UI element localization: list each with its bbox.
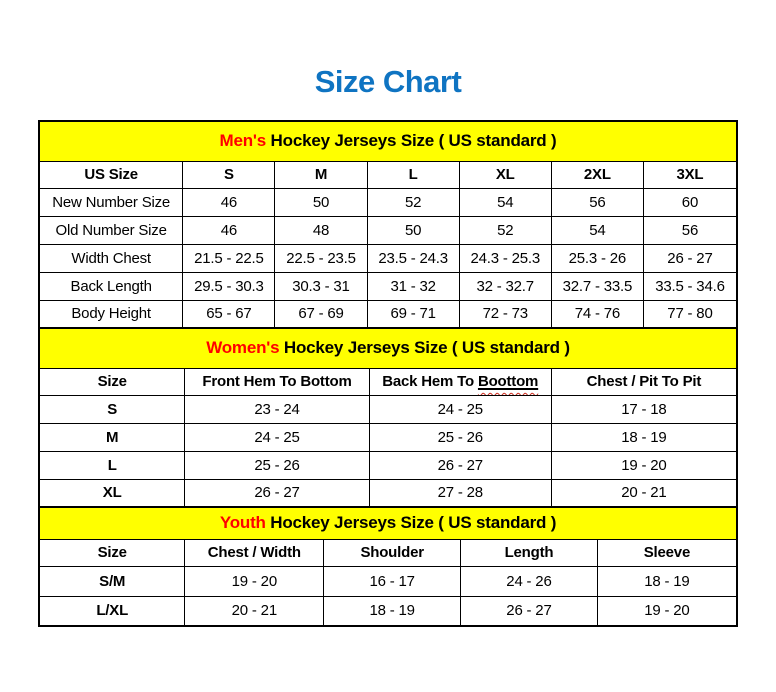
value-cell: 24 - 26 xyxy=(461,566,598,596)
size-label: L/XL xyxy=(39,596,185,626)
value-cell: 26 - 27 xyxy=(185,479,369,507)
mens-section-header-row xyxy=(39,121,737,161)
value-cell: 19 - 20 xyxy=(551,451,737,479)
womens-section-header-row xyxy=(39,328,737,368)
value-cell: 56 xyxy=(551,188,643,216)
page-title: Size Chart xyxy=(314,64,462,99)
value-cell: 69 - 71 xyxy=(367,300,459,328)
value-cell: 52 xyxy=(459,216,551,244)
table-row xyxy=(39,566,737,596)
value-cell: 33.5 - 34.6 xyxy=(643,272,737,300)
value-cell: 20 - 21 xyxy=(551,479,737,507)
value-cell: 25.3 - 26 xyxy=(551,244,643,272)
mens-size-table xyxy=(38,120,738,329)
column-header: Size xyxy=(39,539,185,566)
row-label: Back Length xyxy=(39,272,183,300)
mens-title-accent: Men's xyxy=(219,131,267,151)
size-label: L xyxy=(39,451,185,479)
value-cell: 54 xyxy=(459,188,551,216)
value-cell: 74 - 76 xyxy=(551,300,643,328)
value-cell: 20 - 21 xyxy=(185,596,324,626)
table-row xyxy=(39,300,737,328)
mens-column-header-row xyxy=(39,161,737,188)
womens-title-rest: Hockey Jerseys Size ( US standard ) xyxy=(279,338,570,358)
value-cell: 56 xyxy=(643,216,737,244)
table-row xyxy=(39,423,737,451)
column-header: S xyxy=(183,161,275,188)
value-cell: 32 - 32.7 xyxy=(459,272,551,300)
value-cell: 24.3 - 25.3 xyxy=(459,244,551,272)
value-cell: 18 - 19 xyxy=(597,566,737,596)
mens-title-rest: Hockey Jerseys Size ( US standard ) xyxy=(266,131,557,151)
column-header: Chest / Width xyxy=(185,539,324,566)
value-cell: 25 - 26 xyxy=(369,423,551,451)
value-cell: 18 - 19 xyxy=(324,596,461,626)
value-cell: 25 - 26 xyxy=(185,451,369,479)
value-cell: 21.5 - 22.5 xyxy=(183,244,275,272)
column-header: L xyxy=(367,161,459,188)
value-cell: 24 - 25 xyxy=(185,423,369,451)
value-cell: 22.5 - 23.5 xyxy=(275,244,367,272)
value-cell: 26 - 27 xyxy=(369,451,551,479)
value-cell: 16 - 17 xyxy=(324,566,461,596)
column-header: Length xyxy=(461,539,598,566)
size-tables-container xyxy=(38,120,738,627)
size-label: S xyxy=(39,395,185,423)
womens-column-header-row xyxy=(39,368,737,395)
table-row xyxy=(39,395,737,423)
youth-section-header-row xyxy=(39,507,737,539)
value-cell: 17 - 18 xyxy=(551,395,737,423)
value-cell: 60 xyxy=(643,188,737,216)
column-header: US Size xyxy=(39,161,183,188)
row-label: New Number Size xyxy=(39,188,183,216)
value-cell: 19 - 20 xyxy=(185,566,324,596)
table-row xyxy=(39,244,737,272)
value-cell: 19 - 20 xyxy=(597,596,737,626)
value-cell: 65 - 67 xyxy=(183,300,275,328)
column-header: 2XL xyxy=(551,161,643,188)
value-cell: 77 - 80 xyxy=(643,300,737,328)
column-header: XL xyxy=(459,161,551,188)
value-cell: 72 - 73 xyxy=(459,300,551,328)
youth-title-rest: Hockey Jerseys Size ( US standard ) xyxy=(265,513,557,533)
womens-section-title xyxy=(39,328,737,368)
value-cell: 26 - 27 xyxy=(643,244,737,272)
value-cell: 18 - 19 xyxy=(551,423,737,451)
value-cell: 30.3 - 31 xyxy=(275,272,367,300)
youth-title-accent: Youth xyxy=(219,513,266,533)
column-header: Size xyxy=(39,368,185,395)
value-cell: 29.5 - 30.3 xyxy=(183,272,275,300)
table-row xyxy=(39,272,737,300)
column-header-text: Back Hem To xyxy=(382,373,478,390)
column-header: Sleeve xyxy=(597,539,737,566)
misspelled-word: Boottom xyxy=(477,373,539,390)
size-label: S/M xyxy=(39,566,185,596)
row-label: Body Height xyxy=(39,300,183,328)
value-cell: 46 xyxy=(183,188,275,216)
value-cell: 23.5 - 24.3 xyxy=(367,244,459,272)
womens-title-accent: Women's xyxy=(206,338,280,358)
table-row xyxy=(39,451,737,479)
table-row xyxy=(39,188,737,216)
value-cell: 46 xyxy=(183,216,275,244)
table-row xyxy=(39,479,737,507)
column-header: M xyxy=(275,161,367,188)
value-cell: 50 xyxy=(275,188,367,216)
column-header: 3XL xyxy=(643,161,737,188)
column-header: Front Hem To Bottom xyxy=(185,368,369,395)
womens-size-table xyxy=(38,327,738,508)
value-cell: 23 - 24 xyxy=(185,395,369,423)
size-label: M xyxy=(39,423,185,451)
size-label: XL xyxy=(39,479,185,507)
value-cell: 32.7 - 33.5 xyxy=(551,272,643,300)
value-cell: 24 - 25 xyxy=(369,395,551,423)
mens-section-title xyxy=(39,121,737,161)
table-row xyxy=(39,216,737,244)
youth-section-title xyxy=(39,507,737,539)
value-cell: 31 - 32 xyxy=(367,272,459,300)
value-cell: 67 - 69 xyxy=(275,300,367,328)
value-cell: 27 - 28 xyxy=(369,479,551,507)
value-cell: 26 - 27 xyxy=(461,596,598,626)
row-label: Width Chest xyxy=(39,244,183,272)
spellcheck-squiggle xyxy=(478,373,538,390)
value-cell: 48 xyxy=(275,216,367,244)
column-header: Chest / Pit To Pit xyxy=(551,368,737,395)
youth-size-table xyxy=(38,506,738,627)
value-cell: 54 xyxy=(551,216,643,244)
column-header xyxy=(369,368,551,395)
value-cell: 50 xyxy=(367,216,459,244)
row-label: Old Number Size xyxy=(39,216,183,244)
youth-column-header-row xyxy=(39,539,737,566)
table-row xyxy=(39,596,737,626)
value-cell: 52 xyxy=(367,188,459,216)
column-header: Shoulder xyxy=(324,539,461,566)
